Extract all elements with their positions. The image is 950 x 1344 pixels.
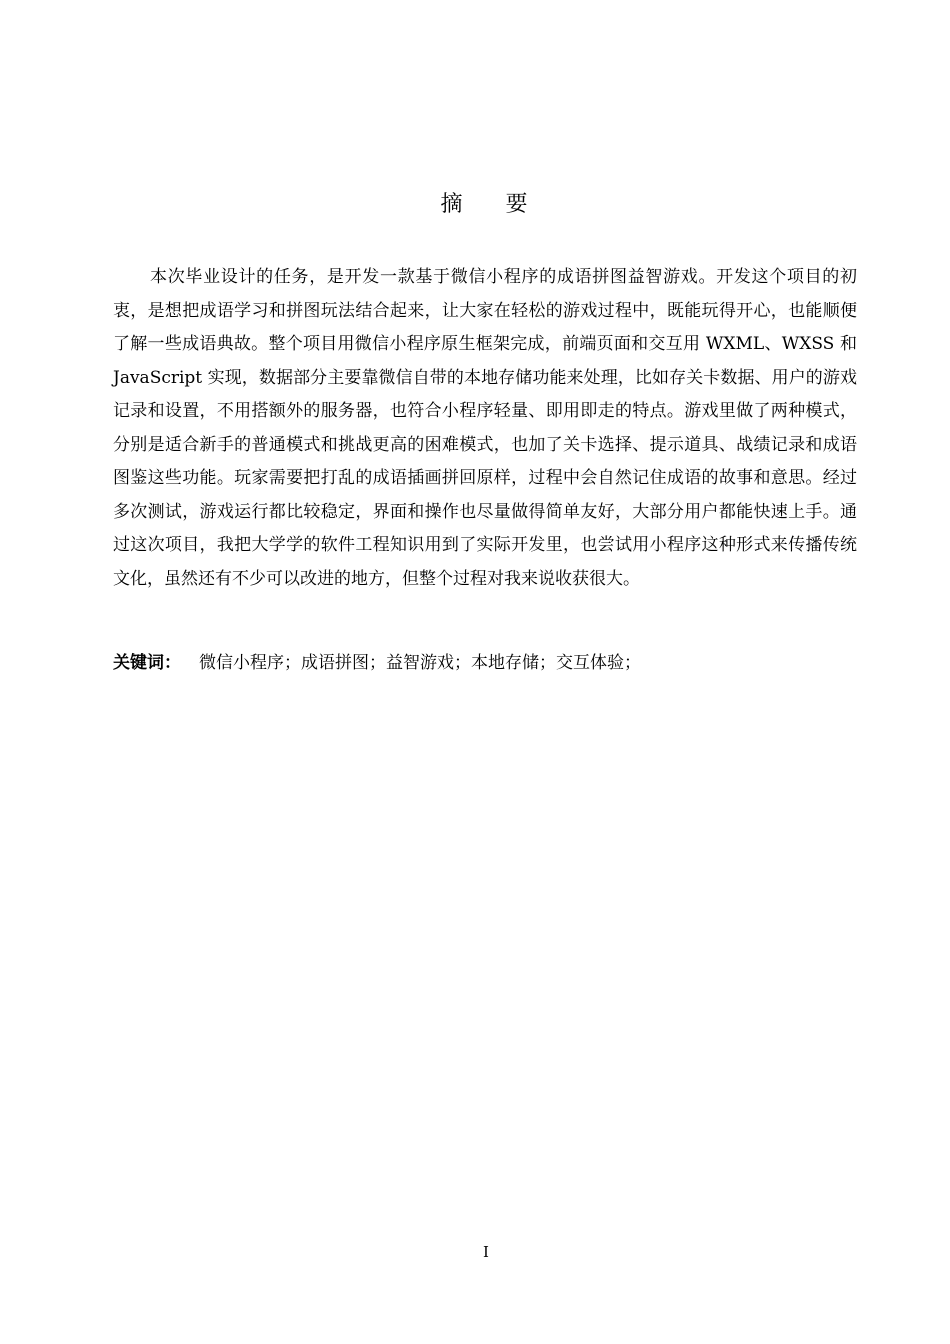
keywords-line <box>113 648 857 678</box>
keywords-label: 关键词： <box>113 653 181 673</box>
abstract-body: 本次毕业设计的任务，是开发一款基于微信小程序的成语拼图益智游戏。开发这个项目的初衷，是想把成语学习和拼图玩法结合起来，让大家在轻松的游戏过程中，既能玩得开心，也能顺便了解一些成语典故。整个项目用微信小程序原生框架完成，前端页面和交互用 WXML、WXSS 和 JavaScript 实现，数据部分主要靠微信自带的本地存储功能来处理，比如存关卡数据、用户的游戏记录和设置，不用搭额外的服务器，也符合小程序轻量、即用即走的特点。游戏里做了两种模式，分别是适合新手的普通模式和挑战更高的困难模式，也加了关卡选择、提示道具、战绩记录和成语图鉴这些功能。玩家需要把打乱的成语插画拼回原样，过程中会自然记住成语的故事和意思。经过多次测试，游戏运行都比较稳定，界面和操作也尽量做得简单友好，大部分用户都能快速上手。通过这次项目，我把大学学的软件工程知识用到了实际开发里，也尝试用小程序这种形式来传播传统文化，虽然还有不少可以改进的地方，但整个过程对我来说收获很大。 <box>113 267 857 589</box>
abstract-title: 摘 要 <box>440 192 546 217</box>
page-number: I <box>483 1243 489 1261</box>
keywords-list: 微信小程序；成语拼图；益智游戏；本地存储；交互体验； <box>199 653 641 673</box>
